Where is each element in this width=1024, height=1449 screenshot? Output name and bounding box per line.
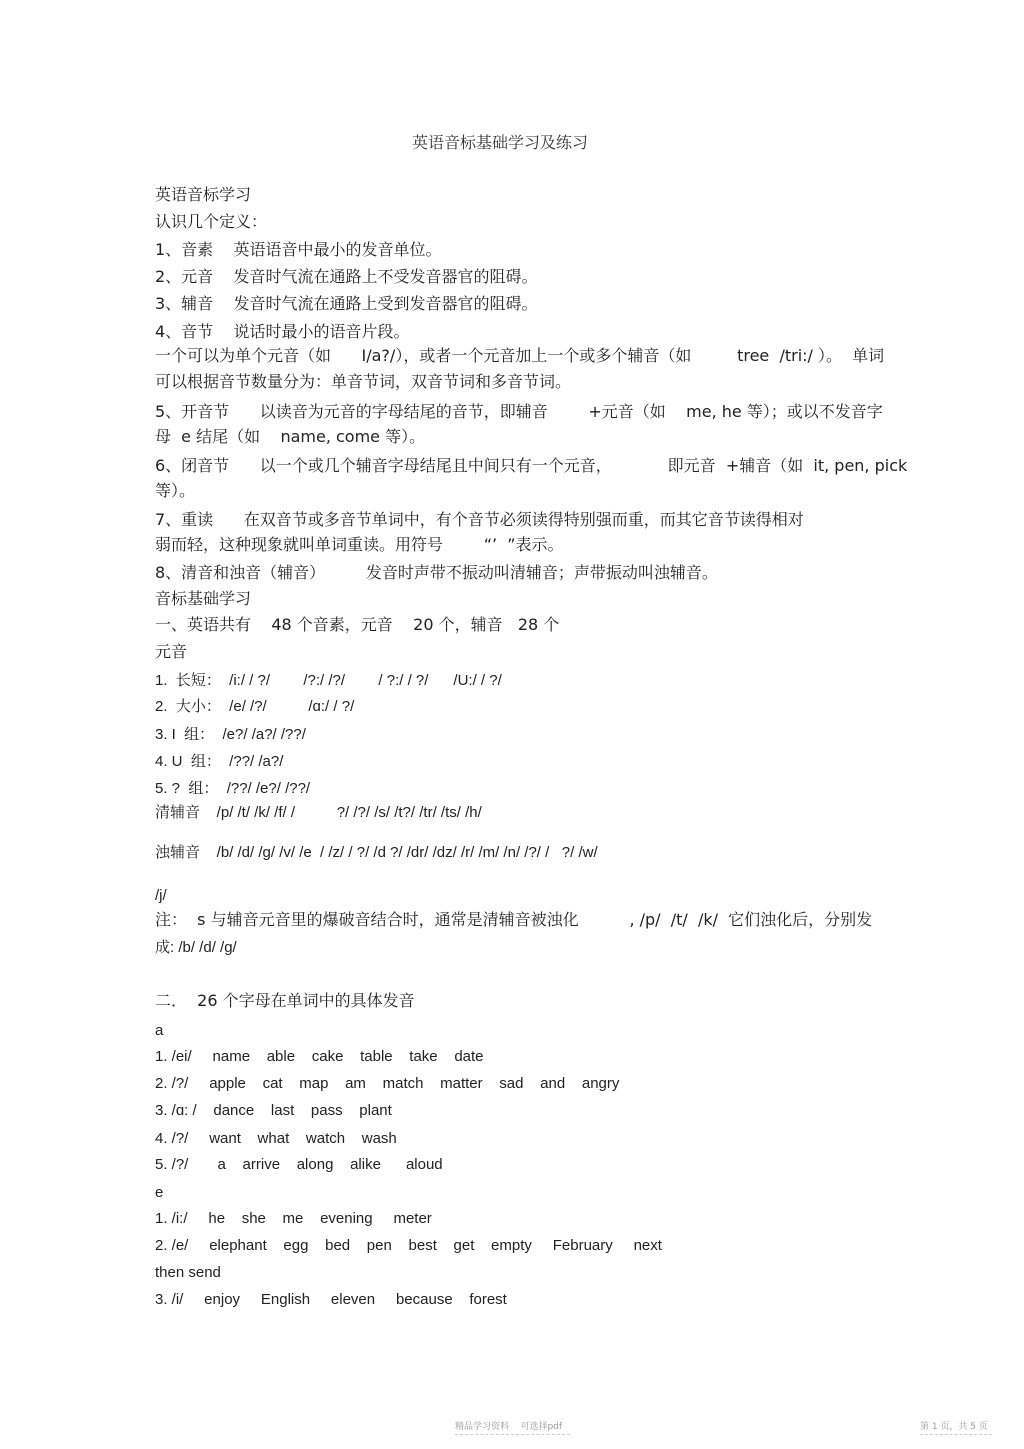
phonetic-line: 1. 长短： /i:/ / ?/ /?:/ /?/ / ?:/ / ?/ /U:/ / ?/ [155, 672, 502, 689]
text-line: 认识几个定义： [155, 212, 268, 231]
word-list-line: 2. /e/ elephant egg bed pen best get empty February next [155, 1237, 662, 1254]
word-list-line: 1. /ei/ name able cake table take date [155, 1048, 484, 1065]
phonetic-line: /j/ [155, 887, 167, 904]
text-line: 一个可以为单个元音（如 I/a?/），或者一个元音加上一个或多个辅音（如 tree /tri:/ ）。 单词 [155, 346, 885, 365]
page-title: 英语音标基础学习及练习 [411, 133, 588, 152]
text-line: 弱而轻，这种现象就叫单词重读。用符号 “’ ”表示。 [155, 535, 564, 554]
text-line: 3、辅音 发音时气流在通路上受到发音器官的阻碍。 [155, 294, 538, 313]
letter-heading: e [155, 1184, 164, 1201]
phonetic-line: 3. I 组： /e?/ /a?/ /??/ [155, 726, 306, 743]
text-line: 6、闭音节 以一个或几个辅音字母结尾且中间只有一个元音， 即元音 +辅音（如 it, pen, pick [155, 456, 908, 475]
text-line: 成: /b/ /d/ /g/ [155, 939, 237, 956]
text-line: 一、英语共有 48 个音素，元音 20 个，辅音 28 个 [155, 615, 560, 634]
word-list-line: 3. /i/ enjoy English eleven because forest [155, 1291, 507, 1308]
section-heading: 二． 26 个字母在单词中的具体发音 [155, 991, 415, 1010]
word-list-line: then send [155, 1264, 221, 1281]
word-list-line: 2. /?/ apple cat map am match matter sad and angry [155, 1075, 620, 1092]
phonetic-line: 2. 大小： /e/ /?/ /ɑ:/ / ?/ [155, 698, 355, 715]
text-line: 5、开音节 以读音为元音的字母结尾的音节，即辅音 +元音（如 me, he 等）；或以不发音字 [155, 402, 883, 421]
footer-divider [920, 1434, 992, 1435]
text-line: 注： s 与辅音元音里的爆破音结合时，通常是清辅音被浊化 , /p/ /t/ /k/ 它们浊化后，分别发 [155, 910, 873, 929]
section-heading: 音标基础学习 [155, 589, 252, 608]
section-heading: 英语音标学习 [155, 185, 252, 204]
page-number: 第 1 页，共 5 页 [920, 1422, 988, 1432]
text-line: 2、元音 发音时气流在通路上不受发音器官的阻碍。 [155, 267, 538, 286]
word-list-line: 5. /?/ a arrive along alike aloud [155, 1156, 443, 1173]
phonetic-line: 浊辅音 /b/ /d/ /g/ /v/ /e / /z/ / ?/ /d ?/ /dr/ /dz/ /r/ /m/ /n/ /?/ / ?/ /w/ [155, 844, 598, 861]
text-line: 4、音节 说话时最小的语音片段。 [155, 322, 410, 341]
word-list-line: 4. /?/ want what watch wash [155, 1130, 397, 1147]
text-line: 1、音素 英语语音中最小的发音单位。 [155, 240, 442, 259]
footer-note: 精品学习资料 可选择pdf [455, 1422, 563, 1432]
text-line: 可以根据音节数量分为：单音节词，双音节词和多音节词。 [155, 372, 572, 391]
text-line: 母 e 结尾（如 name, come 等）。 [155, 427, 426, 446]
text-line: 8、清音和浊音（辅音） 发音时声带不振动叫清辅音；声带振动叫浊辅音。 [155, 563, 718, 582]
word-list-line: 3. /ɑ: / dance last pass plant [155, 1102, 392, 1119]
text-line: 等）。 [155, 481, 196, 500]
word-list-line: 1. /i:/ he she me evening meter [155, 1210, 432, 1227]
phonetic-line: 4. U 组： /??/ /a?/ [155, 753, 284, 770]
letter-heading: a [155, 1022, 164, 1039]
phonetic-line: 5. ? 组： /??/ /e?/ /??/ [155, 780, 311, 797]
footer-divider [455, 1434, 570, 1435]
text-line: 7、重读 在双音节或多音节单词中，有个音节必须读得特别强而重，而其它音节读得相对 [155, 510, 804, 529]
text-line: 元音 [155, 642, 188, 661]
phonetic-line: 清辅音 /p/ /t/ /k/ /f/ / ?/ /?/ /s/ /t?/ /tr/ /ts/ /h/ [155, 804, 482, 821]
